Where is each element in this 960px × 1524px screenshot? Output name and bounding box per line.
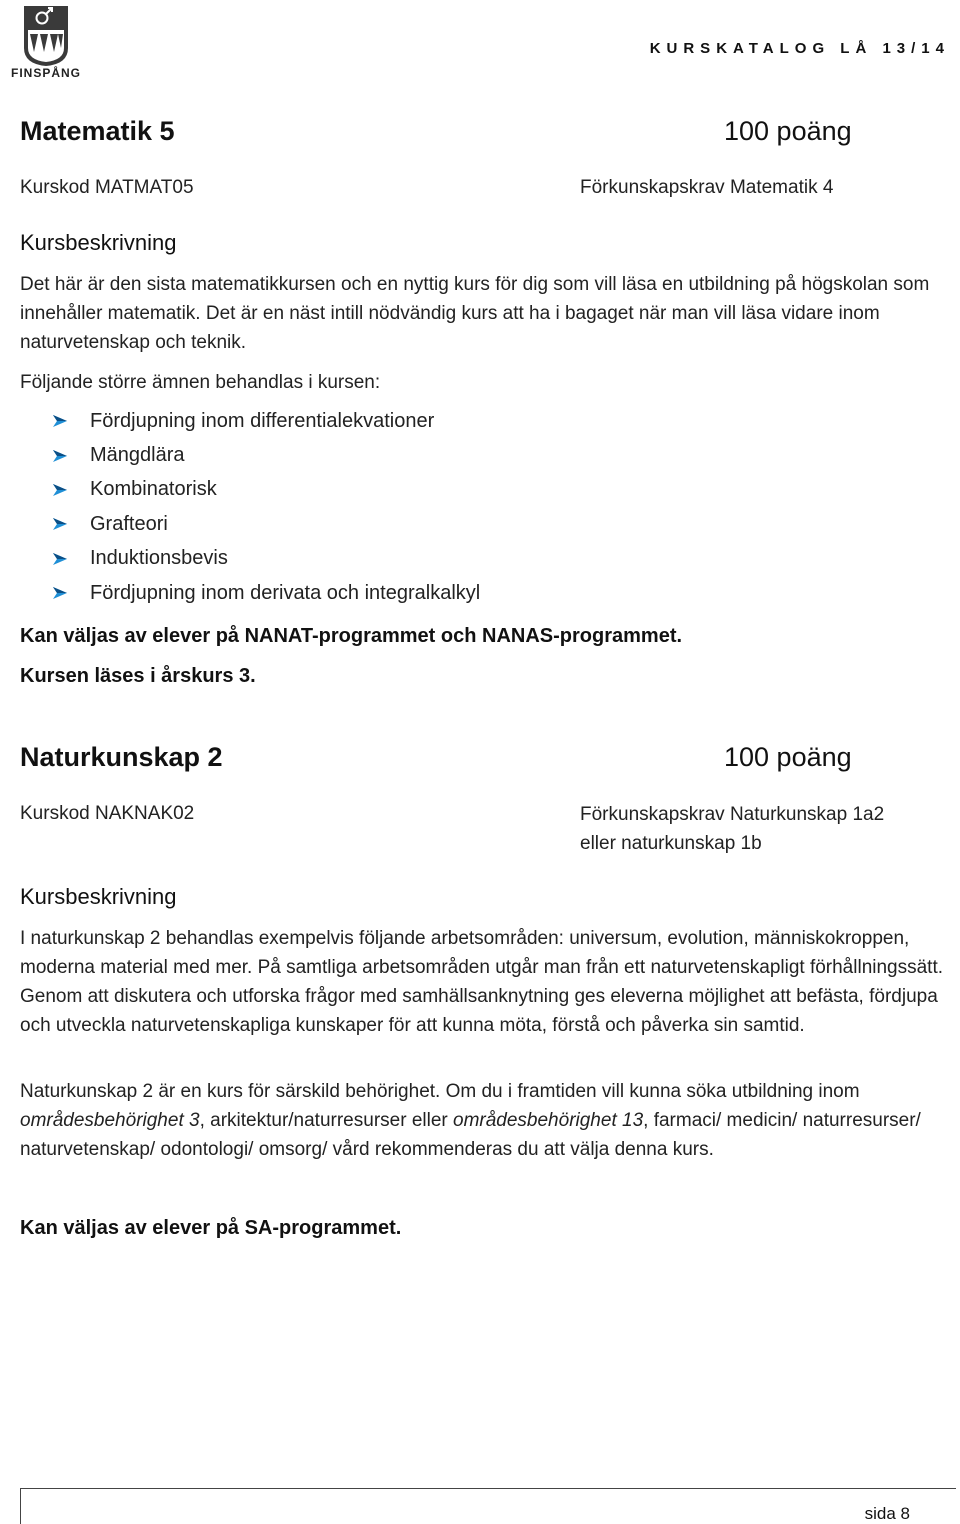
special-eligibility-text bbox=[20, 1077, 950, 1164]
text-run: , arkitektur/naturresurser eller bbox=[199, 1110, 453, 1131]
footer-divider-vertical bbox=[20, 1488, 21, 1524]
topic-label: Induktionsbevis bbox=[90, 547, 228, 570]
emphasis: områdesbehörighet 3 bbox=[20, 1110, 200, 1131]
eligibility-note: Kan väljas av elever på SA-programmet. bbox=[20, 1217, 402, 1239]
list-item bbox=[52, 576, 480, 610]
prerequisite-line: Förkunskapskrav Naturkunskap 1a2 bbox=[580, 804, 885, 825]
list-item bbox=[52, 473, 480, 507]
footer-divider bbox=[20, 1488, 956, 1489]
header-title: KURSKATALOG LÅ 13/14 bbox=[649, 40, 950, 57]
list-item bbox=[52, 542, 480, 576]
course-prerequisite: Förkunskapskrav Matematik 4 bbox=[580, 177, 834, 198]
arrow-bullet-icon bbox=[52, 517, 68, 531]
text-run: , farmaci/ medicin/ naturresurser/ naturvetenskap/ odontologi/ omsorg/ vård rekommenderas du att välja denna kurs. bbox=[20, 1110, 921, 1160]
topics-intro: Följande större ämnen behandlas i kursen: bbox=[20, 372, 381, 393]
topic-label: Grafteori bbox=[90, 512, 168, 535]
arrow-bullet-icon bbox=[52, 586, 68, 600]
course-code: Kurskod MATMAT05 bbox=[20, 177, 194, 198]
course-title: Naturkunskap 2 bbox=[20, 742, 223, 772]
page-number: sida 8 bbox=[864, 1504, 910, 1523]
svg-text:FINSPÅNG: FINSPÅNG bbox=[10, 66, 82, 80]
coat-of-arms-icon bbox=[4, 4, 88, 80]
eligibility-note: Kan väljas av elever på NANAT-programmet och NANAS-programmet. bbox=[20, 625, 683, 647]
arrow-bullet-icon bbox=[52, 552, 68, 566]
course-code: Kurskod NAKNAK02 bbox=[20, 803, 195, 824]
course-points: 100 poäng bbox=[724, 742, 852, 772]
finspang-logo bbox=[4, 4, 88, 80]
course-points: 100 poäng bbox=[724, 116, 852, 146]
prerequisite-line: eller naturkunskap 1b bbox=[580, 833, 762, 854]
topics-list bbox=[52, 404, 480, 610]
year-note: Kursen läses i årskurs 3. bbox=[20, 665, 256, 687]
course-title: Matematik 5 bbox=[20, 116, 175, 146]
topic-label: Fördjupning inom differentialekvationer bbox=[90, 409, 435, 432]
list-item bbox=[52, 438, 480, 472]
emphasis: områdesbehörighet 13 bbox=[453, 1110, 644, 1131]
list-item bbox=[52, 404, 480, 438]
text-run: Naturkunskap 2 är en kurs för särskild behörighet. Om du i framtiden vill kunna söka utbildning inom bbox=[20, 1081, 860, 1102]
description-heading: Kursbeskrivning bbox=[20, 884, 177, 909]
arrow-bullet-icon bbox=[52, 483, 68, 497]
topic-label: Fördjupning inom derivata och integralkalkyl bbox=[90, 581, 481, 604]
course-description: I naturkunskap 2 behandlas exempelvis följande arbetsområden: universum, evolution, människokroppen, moderna material med mer. På samtliga arbetsområden utgår man från ett naturvetenskapligt förhållningssätt. Genom att diskutera och utforska frågor med samhällsanknytning ges eleverna möjlighet att befästa, fördjupa och utveckla naturvetenskapliga kunskaper för att kunna möta, förstå och påverka sin samtid. bbox=[20, 928, 944, 1036]
course-prerequisite bbox=[580, 800, 940, 858]
arrow-bullet-icon bbox=[52, 449, 68, 463]
course-description: Det här är den sista matematikkursen och en nyttig kurs för dig som vill läsa en utbildning på högskolan som innehåller matematik. Det är en näst intill nödvändig kurs att ha i bagaget när man vill läsa vidare inom naturvetenskap och teknik. bbox=[20, 274, 930, 353]
topic-label: Kombinatorisk bbox=[90, 478, 217, 501]
list-item bbox=[52, 507, 480, 541]
topic-label: Mängdlära bbox=[90, 444, 185, 467]
arrow-bullet-icon bbox=[52, 414, 68, 428]
description-heading: Kursbeskrivning bbox=[20, 230, 177, 255]
